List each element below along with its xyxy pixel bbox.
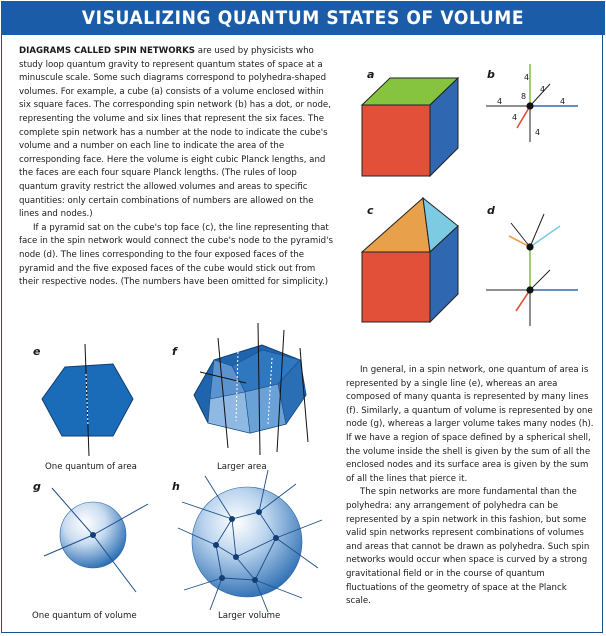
cube-front-face-c <box>362 252 430 322</box>
panel-label-g: g <box>33 480 41 493</box>
panel-label-b: b <box>487 68 495 81</box>
caption-h: Larger volume <box>218 611 281 621</box>
panel-label-f: f <box>172 345 177 358</box>
single-area-diagram <box>42 344 133 456</box>
area-label-bottom: 4 <box>535 128 541 137</box>
edge-front <box>517 106 530 128</box>
panel-label-c: c <box>367 204 374 217</box>
intro-paragraph-1: are used by physicists who study loop quantum gravity to represent quantum states of space at a minuscule scale. Some such diagrams correspond to polyhedra-shaped volumes. For example, a cube (a) consists of a volume enclosed within six square faces. The corresponding spin network (b) has a dot, or node, representing the volume and six lines that represent the six faces. The complete spin network has a number at the node to indicate the cube's volume and a number on each line to indicate the area of the corresponding face. Here the volume is eight cubic Planck lengths, and the faces are each four square Planck lengths. (The rules of loop quantum gravity restrict the allowed volumes and areas to specific quantities: only certain combinations of numbers are allowed on the lines and nodes.) <box>19 46 331 220</box>
single-volume-diagram <box>44 488 148 592</box>
volume-node-h <box>213 542 219 548</box>
volume-node-h <box>273 535 279 541</box>
cube-diagram <box>362 78 458 176</box>
pyramid-node <box>526 243 533 250</box>
cube-pyramid-diagram <box>362 198 458 322</box>
intro-lead: DIAGRAMS CALLED SPIN NETWORKS <box>19 46 195 56</box>
volume-node-h <box>229 516 235 522</box>
caption-e: One quantum of area <box>45 462 137 472</box>
cube-front-face <box>362 105 430 176</box>
caption-g: One quantum of volume <box>32 611 137 621</box>
volume-node-h <box>233 554 239 560</box>
cube-edge-back <box>530 270 550 290</box>
area-label-left: 4 <box>497 97 503 106</box>
intro-paragraph-2: If a pyramid sat on the cube's top face (c), the line representing that face in the spin network would connect the cube's node to the pyramid's node (d). The lines corresponding to the four exposed faces of the pyramid and the five exposed faces of the cube would stick out from their respective nodes. (The numbers have been omitted for simplicity.) <box>19 222 333 288</box>
caption-f: Larger area <box>217 462 267 472</box>
outro-paragraph-1: In general, in a spin network, one quantum of area is represented by a single line (e), whereas an area composed of many quanta is represented by many lines (f). Similarly, a quantum of volume is represented by one node (g), whereas a larger volume takes many nodes (h). If we have a region of space defined by a spherical shell, the volume inside the shell is given by the sum of all the enclosed nodes and its surface area is given by the sum of all the lines that pierce it. <box>346 365 594 484</box>
area-label-top: 4 <box>524 73 530 82</box>
cube-edge-front <box>516 290 530 311</box>
volume-label: 8 <box>521 92 527 101</box>
page-title: VISUALIZING QUANTUM STATES OF VOLUME <box>1 1 605 35</box>
pyr-edge-2 <box>511 223 530 247</box>
cube-spin-network <box>486 64 578 142</box>
larger-area-diagram <box>194 323 308 455</box>
panel-label-e: e <box>33 345 41 358</box>
area-label-front: 4 <box>512 113 518 122</box>
outro-paragraph-2: The spin networks are more fundamental than the polyhedra: any arrangement of polyhedra can be represented by a spin network in this fashion, but some valid spin networks represent combinations of volumes and areas that cannot be drawn as polyhedra. Such spin networks would occur when space is curved by a strong gravitational field or in the course of quantum fluctuations of the geometry of space at the Planck scale. <box>346 487 590 607</box>
volume-node <box>526 102 533 109</box>
pyramid-spin-network <box>486 214 578 326</box>
panel-label-a: a <box>367 68 375 81</box>
area-label-back: 4 <box>540 85 546 94</box>
panel-label-h: h <box>172 480 180 493</box>
volume-node-h <box>256 509 262 515</box>
volume-node-g <box>90 532 96 538</box>
volume-node-h <box>219 575 225 581</box>
panel-label-d: d <box>487 204 495 217</box>
surface-facet-3 <box>208 392 250 433</box>
larger-volume-diagram <box>178 470 322 612</box>
cube-node <box>526 286 533 293</box>
area-label-right: 4 <box>560 97 566 106</box>
volume-node-h <box>252 577 258 583</box>
